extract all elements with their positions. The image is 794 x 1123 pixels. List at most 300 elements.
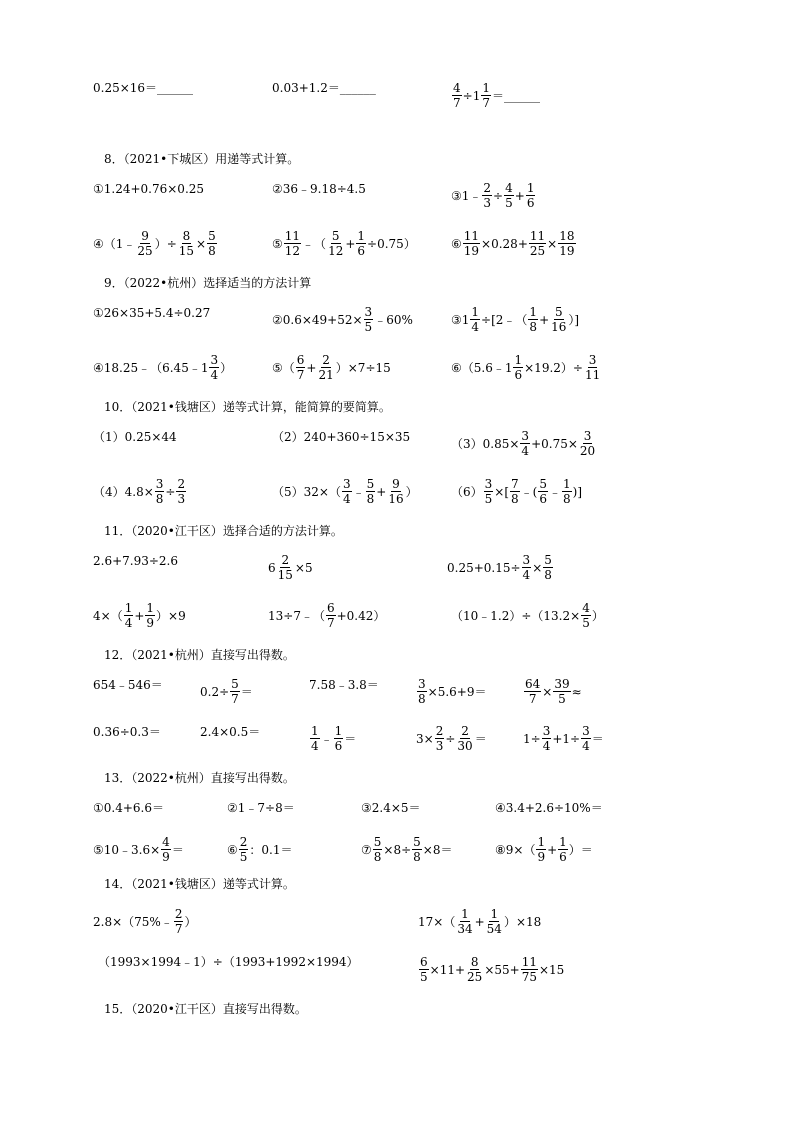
fraction <box>550 305 567 334</box>
expr-text: ×15 <box>538 962 565 977</box>
denominator: 30 <box>457 739 473 753</box>
fraction <box>209 353 219 382</box>
numerator: 1 <box>537 835 546 849</box>
expr-text: 2.6+7.93÷2.6 <box>93 554 178 568</box>
q9-item-5 <box>272 353 391 382</box>
denominator: 3 <box>483 196 492 210</box>
numerator: 6 <box>296 353 305 367</box>
expr-text: ＝______ <box>491 88 540 103</box>
expr-text: 1÷ <box>523 731 541 746</box>
denominator: 8 <box>366 492 375 506</box>
question-13-heading: 13．（2022•杭州）直接写出得数。 <box>104 771 295 785</box>
q12-item-3 <box>309 678 379 692</box>
expr-text: （10﹣1.2）÷（13.2× <box>451 608 581 623</box>
denominator: 54 <box>486 922 502 936</box>
numerator: 3 <box>542 724 551 738</box>
denominator: 7 <box>296 368 305 382</box>
fraction <box>529 229 546 258</box>
expr-row0-1 <box>93 81 193 95</box>
denominator: 25 <box>137 244 153 258</box>
expr-text: ⑥ <box>227 842 238 857</box>
denominator: 6 <box>514 368 523 382</box>
numerator: 1 <box>526 181 535 195</box>
numerator: 2 <box>322 353 330 367</box>
expr-text: ﹣ <box>320 731 333 746</box>
fraction <box>562 477 572 506</box>
q14-item-2 <box>418 907 541 936</box>
denominator: 8 <box>544 568 552 582</box>
expr-text: ≈ <box>571 684 582 699</box>
fraction <box>284 229 301 258</box>
fraction <box>317 353 334 382</box>
expr-text: ①26×35+5.4÷0.27 <box>93 306 211 320</box>
q8-item-4 <box>93 229 218 258</box>
denominator: 6 <box>334 739 343 753</box>
fraction <box>178 229 195 258</box>
expr-text: 2.4×0.5＝ <box>200 725 261 739</box>
numerator: 11 <box>521 955 537 969</box>
numerator: 3 <box>210 353 219 367</box>
q8-item-6 <box>451 229 577 258</box>
expr-text: ÷1 <box>462 88 481 103</box>
q8-item-5 <box>272 229 416 258</box>
numerator: 8 <box>182 229 191 243</box>
expr-text: 0.25+0.15÷ <box>447 560 521 575</box>
expr-text: ﹣60% <box>374 312 413 327</box>
denominator: 8 <box>418 692 426 706</box>
expr-text: ①0.4+6.6＝ <box>93 801 164 815</box>
denominator: 75 <box>521 970 537 984</box>
numerator: 1 <box>461 907 469 921</box>
q13-item-3 <box>361 801 421 815</box>
numerator: 1 <box>482 81 490 95</box>
expr-text: ⑥（5.6﹣1 <box>451 360 513 375</box>
fraction <box>412 835 422 864</box>
denominator: 4 <box>124 616 133 630</box>
denominator: 8 <box>373 850 382 864</box>
expr-text: ） <box>220 360 233 375</box>
question-12-heading: 12．（2021•杭州）直接写出得数。 <box>104 648 295 662</box>
expr-text: + <box>514 188 525 203</box>
expr-text: + <box>539 312 550 327</box>
q11-item-3 <box>447 553 554 582</box>
numerator: 5 <box>331 229 340 243</box>
denominator: 8 <box>563 492 571 506</box>
denominator: 4 <box>542 739 551 753</box>
fraction <box>579 429 596 458</box>
denominator: 6 <box>357 244 366 258</box>
q11-item-6 <box>451 601 604 630</box>
fraction <box>417 677 427 706</box>
expr-text: × <box>542 684 553 699</box>
numerator: 3 <box>342 477 351 491</box>
numerator: 11 <box>529 229 546 243</box>
numerator: 4 <box>453 81 461 95</box>
expr-text: ⑧9×（ <box>495 842 536 857</box>
denominator: 5 <box>364 320 373 334</box>
numerator: 3 <box>522 553 531 567</box>
fraction <box>334 724 344 753</box>
numerator: 5 <box>231 677 239 691</box>
denominator: 4 <box>522 568 531 582</box>
fraction <box>504 181 514 210</box>
fraction <box>520 429 530 458</box>
denominator: 34 <box>457 922 473 936</box>
q8-item-1 <box>93 182 204 196</box>
numerator: 5 <box>366 477 375 491</box>
q10-item-4 <box>93 477 187 506</box>
numerator: 2 <box>281 553 290 567</box>
denominator: 5 <box>420 970 428 984</box>
numerator: 4 <box>505 181 513 195</box>
denominator: 11 <box>584 368 601 382</box>
fraction <box>326 601 336 630</box>
numerator: 3 <box>155 477 164 491</box>
fraction <box>327 229 344 258</box>
denominator: 4 <box>471 320 480 334</box>
q10-item-3 <box>451 429 597 458</box>
q10-item-6 <box>451 477 582 506</box>
fraction <box>387 477 404 506</box>
fraction <box>452 81 462 110</box>
q9-item-6 <box>451 353 602 382</box>
numerator: 1 <box>334 724 343 738</box>
expr-text: ×5 <box>294 560 313 575</box>
fraction <box>342 477 352 506</box>
numerator: 5 <box>554 305 563 319</box>
expr-text: （4）4.8× <box>93 484 154 499</box>
expr-row0-2 <box>272 81 376 95</box>
fraction <box>364 305 374 334</box>
numerator: 3 <box>583 429 592 443</box>
expr-text: ⑤10﹣3.6× <box>93 842 161 857</box>
numerator: 1 <box>311 724 319 738</box>
expr-text: 0.03+1.2＝______ <box>272 81 376 95</box>
numerator: 8 <box>470 955 479 969</box>
q12-item-5 <box>523 677 582 706</box>
expr-text: （6） <box>451 484 483 499</box>
q12-item-2 <box>200 677 253 706</box>
q13-item-5 <box>93 835 184 864</box>
numerator: 1 <box>563 477 571 491</box>
denominator: 20 <box>579 444 596 458</box>
denominator: 25 <box>529 244 546 258</box>
expr-text: ×55+ <box>484 962 520 977</box>
expr-text: ）＝ <box>568 842 593 857</box>
numerator: 4 <box>582 601 590 615</box>
numerator: 1 <box>559 835 567 849</box>
q12-item-7 <box>200 725 260 739</box>
question-10-heading: 10．（2021•钱塘区）递等式计算，能简算的要简算。 <box>104 400 391 414</box>
numerator: 9 <box>141 229 149 243</box>
numerator: 1 <box>471 305 480 319</box>
expr-text: ×[ <box>494 484 510 499</box>
q10-item-1 <box>93 430 177 444</box>
numerator: 6 <box>420 955 428 969</box>
question-15-heading: 15．（2020•江干区）直接写出得数。 <box>104 1002 307 1016</box>
denominator: 4 <box>521 444 530 458</box>
fraction <box>538 477 548 506</box>
expr-text: ×5.6+9＝ <box>427 684 487 699</box>
expr-text: （3）0.85× <box>451 436 520 451</box>
expr-text: ②36﹣9.18÷4.5 <box>272 182 366 196</box>
denominator: 5 <box>484 492 493 506</box>
numerator: 1 <box>124 601 133 615</box>
expr-text: ＝ <box>240 684 253 699</box>
expr-text: ③2.4×5＝ <box>361 801 421 815</box>
numerator: 18 <box>559 229 575 243</box>
fraction <box>510 477 520 506</box>
expr-text: + <box>306 360 317 375</box>
expr-text: 654﹣546＝ <box>93 678 163 692</box>
q12-item-4 <box>416 677 486 706</box>
question-11-heading: 11．（2020•江干区）选择合适的方法计算。 <box>104 524 343 538</box>
denominator: 4 <box>342 492 351 506</box>
numerator: 3 <box>588 353 597 367</box>
q9-item-4 <box>93 353 232 382</box>
q11-item-2 <box>268 553 313 582</box>
denominator: 4 <box>210 368 219 382</box>
expr-text: ③1 <box>451 312 470 327</box>
q12-item-1 <box>93 678 163 692</box>
expr-text: +0.75× <box>531 436 578 451</box>
expr-text: 17×（ <box>418 914 456 929</box>
fraction <box>230 677 240 706</box>
denominator: 7 <box>482 96 490 110</box>
fraction <box>553 677 570 706</box>
expr-text: ×19.2）÷ <box>524 360 583 375</box>
numerator: 11 <box>284 229 301 243</box>
fraction <box>456 907 473 936</box>
expr-text: 4×（ <box>93 608 123 623</box>
expr-text: 0.36÷0.3＝ <box>93 725 161 739</box>
expr-text: （2）240+360÷15×35 <box>272 430 411 444</box>
expr-text: ④3.4+2.6÷10%＝ <box>495 801 603 815</box>
numerator: 11 <box>463 229 480 243</box>
q13-item-4 <box>495 801 603 815</box>
expr-text: ÷ <box>493 188 504 203</box>
expr-text: + <box>134 608 145 623</box>
fraction <box>481 81 491 110</box>
fraction <box>581 724 591 753</box>
fraction <box>513 353 523 382</box>
expr-text: ⑦ <box>361 842 372 857</box>
q11-item-4 <box>93 601 186 630</box>
q13-item-7 <box>361 835 453 864</box>
fraction <box>366 477 376 506</box>
fraction <box>419 955 429 984</box>
q8-item-3 <box>451 181 536 210</box>
fraction <box>522 553 532 582</box>
numerator: 3 <box>521 429 530 443</box>
numerator: 1 <box>529 305 538 319</box>
denominator: 21 <box>318 368 334 382</box>
q14-item-4 <box>418 955 564 984</box>
fraction <box>456 724 473 753</box>
denominator: 9 <box>146 616 155 630</box>
expr-text: + <box>345 236 356 251</box>
numerator: 5 <box>208 229 216 243</box>
expr-text: ②1﹣7÷8＝ <box>227 801 295 815</box>
denominator: 6 <box>539 492 547 506</box>
denominator: 6 <box>559 850 567 864</box>
numerator: 4 <box>162 835 170 849</box>
q9-item-2 <box>272 305 413 334</box>
expr-text: ①1.24+0.76×0.25 <box>93 182 205 196</box>
expr-text: ④（1﹣ <box>93 236 136 251</box>
expr-text: 0.25×16＝______ <box>93 81 194 95</box>
fraction <box>161 835 171 864</box>
q10-item-2 <box>272 430 410 444</box>
fraction <box>435 724 445 753</box>
denominator: 12 <box>328 244 344 258</box>
q11-item-1 <box>93 554 178 568</box>
fraction <box>584 353 601 382</box>
expr-text: ②0.6×49+52× <box>272 312 363 327</box>
expr-text: × <box>196 236 207 251</box>
expr-text: 0.2÷ <box>200 684 230 699</box>
expr-text: ⑤ <box>272 236 283 251</box>
expr-text: ）×18 <box>503 914 542 929</box>
denominator: 8 <box>529 320 538 334</box>
q8-item-2 <box>272 182 366 196</box>
denominator: 15 <box>178 244 195 258</box>
expr-text: ） <box>405 484 418 499</box>
expr-text: ） <box>184 914 197 929</box>
denominator: 5 <box>505 196 513 210</box>
denominator: 5 <box>558 692 566 706</box>
numerator: 1 <box>357 229 366 243</box>
fraction <box>277 553 294 582</box>
expr-text: +0.42） <box>336 608 386 623</box>
question-8-heading: 8．（2021•下城区）用递等式计算。 <box>104 152 300 166</box>
denominator: 7 <box>453 96 461 110</box>
expr-text: 6 <box>268 560 276 575</box>
expr-text: （5）32×（ <box>272 484 341 499</box>
q14-item-3 <box>98 955 359 969</box>
denominator: 8 <box>511 492 519 506</box>
expr-text: ④18.25﹣（6.45﹣1 <box>93 360 209 375</box>
q13-item-1 <box>93 801 164 815</box>
denominator: 5 <box>239 850 248 864</box>
expr-text: 3× <box>416 731 434 746</box>
fraction <box>486 907 503 936</box>
denominator: 8 <box>208 244 216 258</box>
expr-text: ＝ <box>344 731 357 746</box>
expr-text: ③1﹣ <box>451 188 482 203</box>
expr-text: ﹣ <box>352 484 365 499</box>
expr-text: ⑥ <box>451 236 462 251</box>
expr-text: 7.58﹣3.8＝ <box>309 678 379 692</box>
q12-item-10 <box>523 724 604 753</box>
fraction <box>239 835 249 864</box>
fraction <box>174 907 184 936</box>
question-9-heading: 9．（2022•杭州）选择适当的方法计算 <box>104 276 312 290</box>
expr-text: ：0.1＝ <box>249 842 293 857</box>
fraction <box>558 229 575 258</box>
numerator: 6 <box>326 601 335 615</box>
expr-text: ÷ <box>165 484 176 499</box>
numerator: 2 <box>177 477 186 491</box>
denominator: 4 <box>582 739 590 753</box>
expr-text: ＝ <box>474 731 487 746</box>
q9-item-3 <box>451 305 579 334</box>
expr-text: + <box>376 484 387 499</box>
expr-text: ﹣（ <box>302 236 327 251</box>
expr-text: + <box>547 842 558 857</box>
denominator: 7 <box>326 616 335 630</box>
fraction <box>526 181 536 210</box>
numerator: 5 <box>544 553 552 567</box>
expr-text: × <box>532 560 543 575</box>
fraction <box>136 229 153 258</box>
fraction <box>310 724 320 753</box>
numerator: 7 <box>511 477 519 491</box>
expr-text: ×0.28+ <box>481 236 528 251</box>
fraction <box>484 477 494 506</box>
fraction <box>581 601 591 630</box>
fraction <box>155 477 165 506</box>
denominator: 8 <box>413 850 421 864</box>
fraction <box>463 229 480 258</box>
expr-text: ⑤（ <box>272 360 295 375</box>
numerator: 3 <box>484 477 493 491</box>
q10-item-5 <box>272 477 418 506</box>
expr-text: ） <box>591 608 604 623</box>
numerator: 64 <box>525 677 541 691</box>
expr-text: ÷ <box>445 731 456 746</box>
expr-text: ÷0.75） <box>367 236 416 251</box>
q12-item-6 <box>93 725 161 739</box>
fraction <box>536 835 546 864</box>
fraction <box>542 724 552 753</box>
numerator: 1 <box>146 601 155 615</box>
expr-text: 13÷7﹣（ <box>268 608 325 623</box>
expr-text: ﹣ <box>549 484 562 499</box>
q14-item-1 <box>93 907 196 936</box>
q13-item-2 <box>227 801 295 815</box>
numerator: 2 <box>174 907 183 921</box>
fraction <box>356 229 366 258</box>
denominator: 19 <box>559 244 575 258</box>
expr-text: ÷[2﹣（ <box>481 312 528 327</box>
q13-item-8 <box>495 835 593 864</box>
fraction <box>543 553 553 582</box>
numerator: 9 <box>392 477 400 491</box>
question-14-heading: 14．（2021•钱塘区）递等式计算。 <box>104 877 295 891</box>
expr-text: ）÷ <box>154 236 177 251</box>
q13-item-6 <box>227 835 293 864</box>
denominator: 9 <box>537 850 546 864</box>
expr-text: （1）0.25×44 <box>93 430 177 444</box>
fraction <box>521 955 538 984</box>
denominator: 4 <box>311 739 319 753</box>
q11-item-5 <box>268 601 385 630</box>
expr-row0-3 <box>451 81 540 110</box>
numerator: 2 <box>239 835 248 849</box>
fraction <box>470 305 480 334</box>
numerator: 1 <box>514 353 523 367</box>
denominator: 3 <box>435 739 444 753</box>
expr-text: ＝ <box>591 731 604 746</box>
denominator: 9 <box>162 850 170 864</box>
denominator: 8 <box>155 492 164 506</box>
fraction <box>373 835 383 864</box>
numerator: 3 <box>364 305 373 319</box>
numerator: 39 <box>554 677 570 691</box>
numerator: 5 <box>373 835 382 849</box>
denominator: 16 <box>551 320 567 334</box>
